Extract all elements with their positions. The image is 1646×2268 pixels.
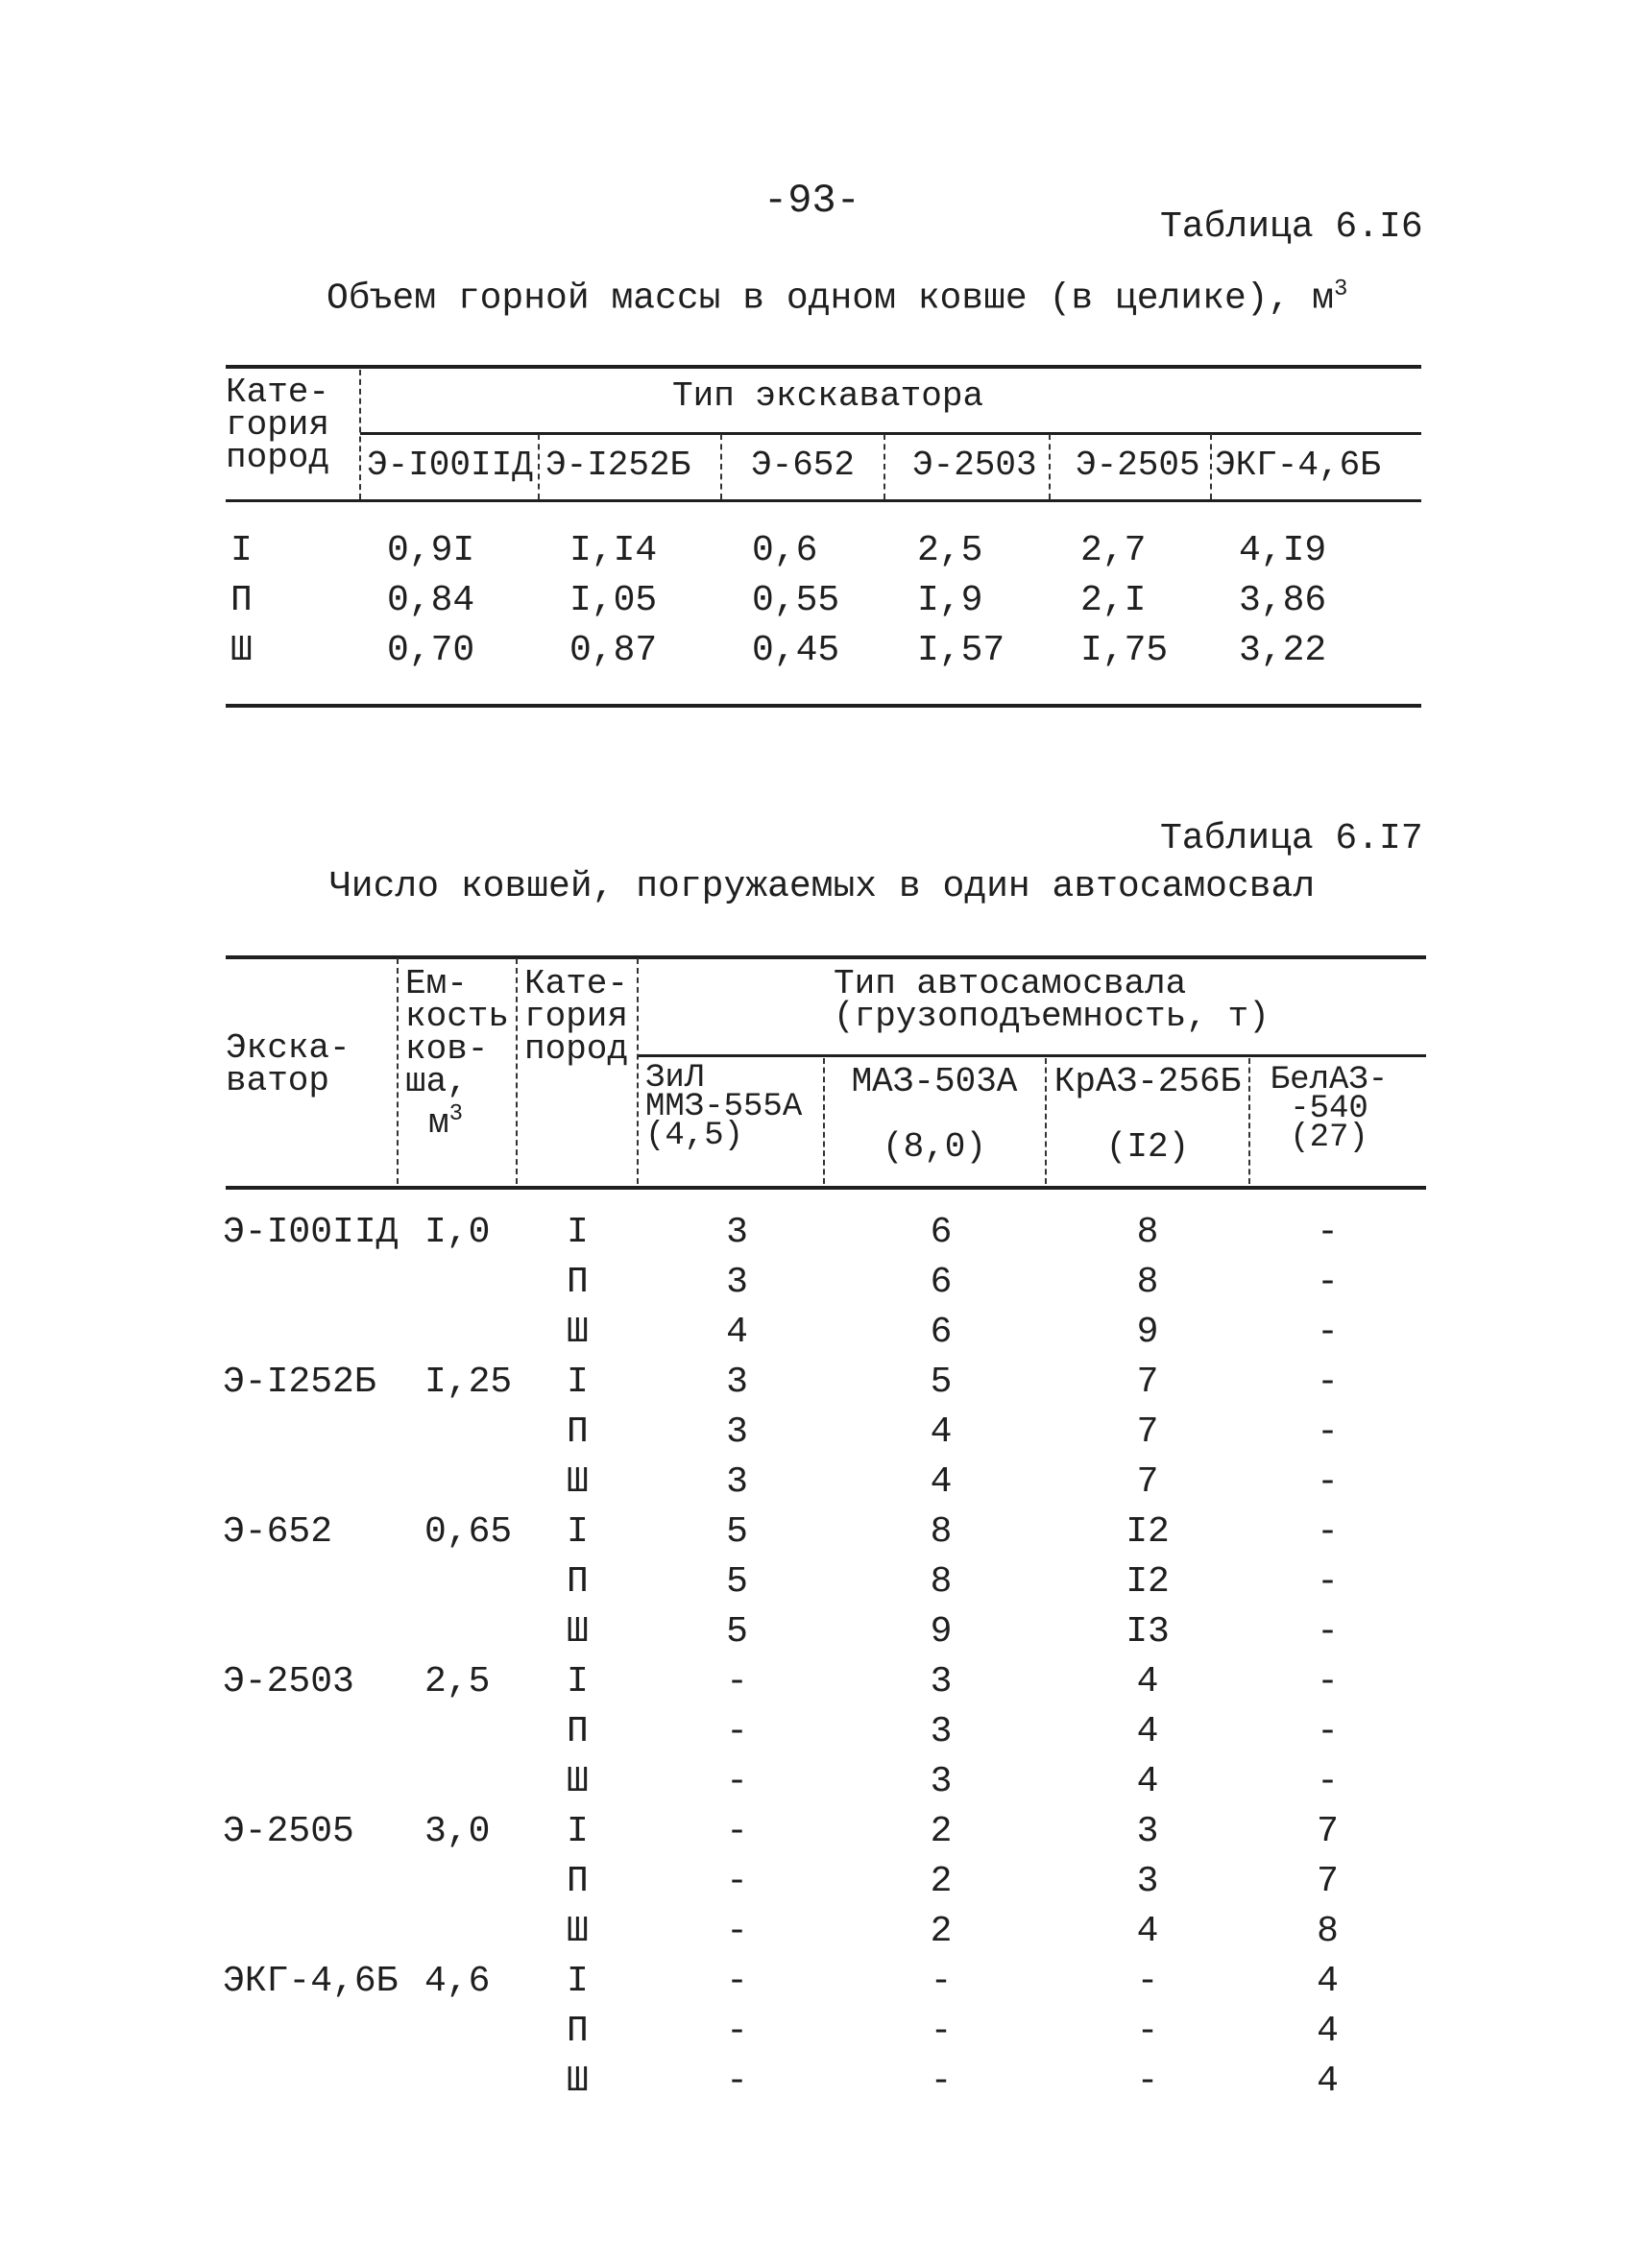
table17-category: Ш bbox=[567, 1761, 589, 1802]
table16-cell: I,57 bbox=[917, 630, 1005, 671]
table17-excavator: Э-652 bbox=[223, 1511, 333, 1553]
table17-excavator: Э-2503 bbox=[223, 1661, 354, 1702]
table17-cell: I3 bbox=[1126, 1611, 1170, 1653]
table16-vsep bbox=[884, 434, 885, 499]
table17-header-rule bbox=[226, 1186, 1426, 1190]
table17-caption: Число ковшей, погружаемых в один автосамосвал bbox=[329, 866, 1316, 907]
table16-category: Ш bbox=[230, 630, 253, 671]
table17-cell: - bbox=[726, 2061, 748, 2102]
table16-cell: 0,84 bbox=[387, 580, 475, 621]
table17-excavator-line: ватор bbox=[226, 1061, 330, 1100]
table17-cell: - bbox=[1317, 1511, 1339, 1553]
table17-capacity-line: ша, bbox=[405, 1062, 468, 1101]
table17-cell: 8 bbox=[930, 1561, 953, 1603]
table17-truck-header bbox=[1049, 1062, 1247, 1167]
table17-category-header bbox=[524, 964, 629, 1069]
table17-category: Ш bbox=[567, 2061, 589, 2102]
table17-cell: 4 bbox=[726, 1312, 748, 1353]
table16-bottom-rule bbox=[226, 704, 1421, 708]
table17-cell: 2 bbox=[930, 1911, 953, 1952]
table16-cell: 0,70 bbox=[387, 630, 475, 671]
table17-truck-line: МАЗ-503А bbox=[851, 1062, 1018, 1101]
table17-cell: 9 bbox=[1136, 1312, 1159, 1353]
table17-cell: 3 bbox=[726, 1461, 748, 1503]
table17-vsep bbox=[397, 958, 399, 1184]
table17-cell: 4 bbox=[1317, 1961, 1339, 2002]
table16-category: I bbox=[230, 530, 253, 571]
table17-cell: - bbox=[930, 2011, 953, 2052]
table17-group-header bbox=[834, 964, 1270, 1036]
table17-cell: 7 bbox=[1317, 1861, 1339, 1902]
table17-cell: - bbox=[1317, 1312, 1339, 1353]
table17-cell: 4 bbox=[1317, 2011, 1339, 2052]
table17-cell: 5 bbox=[726, 1561, 748, 1603]
table16-excavator-header: Э-2503 bbox=[912, 446, 1037, 485]
table17-cell: 4 bbox=[930, 1461, 953, 1503]
table17-category: I bbox=[567, 1811, 589, 1852]
table16-cell: 0,9I bbox=[387, 530, 475, 571]
table17-cell: - bbox=[930, 1961, 953, 2002]
table17-cell: 4 bbox=[1136, 1761, 1159, 1802]
table16-vsep bbox=[538, 434, 540, 499]
table17-cell: - bbox=[930, 2061, 953, 2102]
table17-cell: - bbox=[1317, 1362, 1339, 1403]
table17-excavator-line: Экска- bbox=[226, 1028, 351, 1068]
table17-capacity: 4,6 bbox=[424, 1961, 491, 2002]
table17-capacity-header bbox=[405, 964, 510, 1143]
table16-header-rule bbox=[226, 499, 1421, 502]
table17-cell: - bbox=[726, 1861, 748, 1902]
table17-cell: - bbox=[1317, 1411, 1339, 1453]
table16-vsep bbox=[359, 370, 361, 499]
table17-cell: 3 bbox=[726, 1411, 748, 1453]
table16-cell: 0,45 bbox=[752, 630, 840, 671]
table16-caption bbox=[327, 277, 1347, 320]
table17-cell: 4 bbox=[930, 1411, 953, 1453]
table17-group-rule bbox=[639, 1054, 1426, 1057]
table17-cell: - bbox=[726, 1961, 748, 2002]
table16-caption-text: Объем горной массы в одном ковше (в целике), м bbox=[327, 277, 1334, 320]
table17-cell: 5 bbox=[726, 1511, 748, 1553]
table17-capacity-line: кость bbox=[405, 997, 510, 1036]
table17-cell: - bbox=[726, 1811, 748, 1852]
table16-cell: 0,55 bbox=[752, 580, 840, 621]
table16-category-line: гория bbox=[226, 405, 330, 445]
table17-cell: - bbox=[1317, 1262, 1339, 1303]
table17-cell: 7 bbox=[1136, 1461, 1159, 1503]
table16-vsep bbox=[1210, 434, 1212, 499]
table16-vsep bbox=[720, 434, 722, 499]
table17-truck-header bbox=[1252, 1062, 1406, 1156]
table17-cell: - bbox=[1136, 2061, 1159, 2102]
table17-category: П bbox=[567, 2011, 589, 2052]
table17-cell: - bbox=[726, 1911, 748, 1952]
table17-truck-line: ММЗ-555А bbox=[645, 1089, 803, 1125]
table17-cell: - bbox=[726, 1661, 748, 1702]
table16-cell: 2,I bbox=[1080, 580, 1147, 621]
table17-cell: - bbox=[1317, 1461, 1339, 1503]
table16-category-line: пород bbox=[226, 438, 330, 477]
table17-truck-line: ЗиЛ bbox=[645, 1060, 705, 1097]
table17-capacity: I,0 bbox=[424, 1212, 491, 1253]
table17-capacity-line: м bbox=[428, 1103, 449, 1143]
table17-capacity: 3,0 bbox=[424, 1811, 491, 1852]
table17-cell: 3 bbox=[726, 1362, 748, 1403]
table17-cell: 8 bbox=[1317, 1911, 1339, 1952]
table17-vsep bbox=[1045, 1058, 1047, 1184]
table16-category-header bbox=[226, 373, 330, 477]
table17-top-rule bbox=[226, 955, 1426, 959]
table16-cell: 3,22 bbox=[1239, 630, 1327, 671]
table17-cell: 8 bbox=[1136, 1262, 1159, 1303]
table17-cell: 2 bbox=[930, 1811, 953, 1852]
table17-cell: 6 bbox=[930, 1312, 953, 1353]
table17-capacity-line: ков- bbox=[405, 1029, 489, 1069]
table16-cell: 0,87 bbox=[569, 630, 658, 671]
table17-category: Ш bbox=[567, 1461, 589, 1503]
table17-cell: - bbox=[1317, 1661, 1339, 1702]
table16-cell: 2,5 bbox=[917, 530, 983, 571]
table16-group-title: Тип экскаватора bbox=[672, 376, 984, 416]
table17-cell: 4 bbox=[1136, 1661, 1159, 1702]
table17-category-line: пород bbox=[524, 1029, 629, 1069]
table17-cell: 3 bbox=[726, 1262, 748, 1303]
table17-cell: - bbox=[726, 2011, 748, 2052]
table17-cell: 7 bbox=[1317, 1811, 1339, 1852]
table17-cell: 3 bbox=[930, 1661, 953, 1702]
table17-cell: - bbox=[1317, 1611, 1339, 1653]
table17-capacity: 2,5 bbox=[424, 1661, 491, 1702]
table17-truck-line: (8,0) bbox=[882, 1127, 987, 1167]
table16-cell: 0,6 bbox=[752, 530, 818, 571]
table17-cell: 3 bbox=[1136, 1811, 1159, 1852]
table17-truck-line: (27) bbox=[1290, 1120, 1368, 1156]
table16-category: П bbox=[230, 580, 253, 621]
table16-excavator-header: ЭКГ-4,6Б bbox=[1215, 446, 1381, 485]
table16-category-line: Кате- bbox=[226, 373, 330, 412]
table17-cell: 8 bbox=[1136, 1212, 1159, 1253]
table17-cell: - bbox=[1136, 1961, 1159, 2002]
table17-cell: 4 bbox=[1136, 1911, 1159, 1952]
table16-excavator-header: Э-2505 bbox=[1076, 446, 1200, 485]
table17-cell: I2 bbox=[1126, 1561, 1170, 1603]
table16-cell: 4,I9 bbox=[1239, 530, 1327, 571]
table17-vsep bbox=[637, 958, 639, 1184]
table17-cell: - bbox=[1317, 1711, 1339, 1752]
table17-cell: 7 bbox=[1136, 1411, 1159, 1453]
table16-cell: I,05 bbox=[569, 580, 658, 621]
table17-truck-line: КрАЗ-256Б bbox=[1053, 1062, 1242, 1101]
table16-excavator-header: Э-652 bbox=[751, 446, 856, 485]
table17-truck-line: -540 bbox=[1290, 1091, 1368, 1127]
table17-category: I bbox=[567, 1661, 589, 1702]
table17-truck-line: (4,5) bbox=[645, 1118, 744, 1154]
table17-excavator: Э-2505 bbox=[223, 1811, 354, 1852]
table17-cell: 3 bbox=[1136, 1861, 1159, 1902]
table17-cell: 8 bbox=[930, 1511, 953, 1553]
table17-cell: 6 bbox=[930, 1212, 953, 1253]
table17-category-line: гория bbox=[524, 997, 629, 1036]
table17-category: Ш bbox=[567, 1611, 589, 1653]
table16-cell: I,I4 bbox=[569, 530, 658, 571]
table17-cell: 4 bbox=[1136, 1711, 1159, 1752]
table17-cell: 5 bbox=[726, 1611, 748, 1653]
table17-cell: I2 bbox=[1126, 1511, 1170, 1553]
table17-label: Таблица 6.I7 bbox=[1160, 818, 1423, 859]
table16-cell: 3,86 bbox=[1239, 580, 1327, 621]
table16-caption-sup: 3 bbox=[1333, 277, 1348, 302]
table17-cell: 5 bbox=[930, 1362, 953, 1403]
table17-category: П bbox=[567, 1861, 589, 1902]
table17-truck-line: БелАЗ- bbox=[1270, 1062, 1389, 1098]
table17-truck-header bbox=[828, 1062, 1041, 1167]
table17-category-line: Кате- bbox=[524, 964, 629, 1003]
table16-group-rule bbox=[360, 432, 1421, 435]
table17-cell: - bbox=[726, 1761, 748, 1802]
table16-excavator-header: Э-I00IIД bbox=[367, 446, 533, 485]
table17-cell: 3 bbox=[726, 1212, 748, 1253]
table17-capacity-line: Ем- bbox=[405, 964, 468, 1003]
table17-truck-line: (I2) bbox=[1105, 1127, 1190, 1167]
table17-excavator: Э-I00IIД bbox=[223, 1212, 399, 1253]
table17-cell: - bbox=[1317, 1212, 1339, 1253]
table16-vsep bbox=[1049, 434, 1051, 499]
table17-vsep bbox=[516, 958, 518, 1184]
table17-excavator-header bbox=[226, 1028, 351, 1100]
table17-cell: - bbox=[726, 1711, 748, 1752]
table17-vsep bbox=[1248, 1058, 1250, 1184]
table17-cell: - bbox=[1317, 1761, 1339, 1802]
table16-cell: I,75 bbox=[1080, 630, 1169, 671]
table17-category: П bbox=[567, 1262, 589, 1303]
table17-capacity-unit bbox=[405, 1098, 509, 1143]
table17-category: I bbox=[567, 1511, 589, 1553]
table17-category: П bbox=[567, 1711, 589, 1752]
table17-category: П bbox=[567, 1561, 589, 1603]
table17-group-line: (грузоподъемность, т) bbox=[834, 997, 1270, 1036]
table17-cell: 3 bbox=[930, 1761, 953, 1802]
table17-cell: 6 bbox=[930, 1262, 953, 1303]
page-number: -93- bbox=[763, 178, 860, 224]
table17-category: Ш bbox=[567, 1911, 589, 1952]
table17-category: Ш bbox=[567, 1312, 589, 1353]
table17-cell: 3 bbox=[930, 1711, 953, 1752]
table17-excavator: ЭКГ-4,6Б bbox=[223, 1961, 399, 2002]
table17-cell: 4 bbox=[1317, 2061, 1339, 2102]
table16-label: Таблица 6.I6 bbox=[1160, 206, 1423, 248]
table17-capacity: 0,65 bbox=[424, 1511, 513, 1553]
table16-excavator-header: Э-I252Б bbox=[545, 446, 691, 485]
table17-category: I bbox=[567, 1362, 589, 1403]
table17-cell: - bbox=[1317, 1561, 1339, 1603]
table17-cell: 2 bbox=[930, 1861, 953, 1902]
table17-category: П bbox=[567, 1411, 589, 1453]
table17-cell: 7 bbox=[1136, 1362, 1159, 1403]
table17-truck-header bbox=[645, 1060, 803, 1154]
table17-capacity-sup: 3 bbox=[448, 1101, 464, 1127]
table16-top-rule bbox=[226, 365, 1421, 369]
table17-vsep bbox=[823, 1058, 825, 1184]
table16-cell: 2,7 bbox=[1080, 530, 1147, 571]
table17-cell: - bbox=[1136, 2011, 1159, 2052]
table17-cell: 9 bbox=[930, 1611, 953, 1653]
table17-excavator: Э-I252Б bbox=[223, 1362, 376, 1403]
table17-category: I bbox=[567, 1212, 589, 1253]
table17-group-line: Тип автосамосвала bbox=[834, 964, 1187, 1003]
table17-capacity: I,25 bbox=[424, 1362, 513, 1403]
table16-cell: I,9 bbox=[917, 580, 983, 621]
table17-category: I bbox=[567, 1961, 589, 2002]
